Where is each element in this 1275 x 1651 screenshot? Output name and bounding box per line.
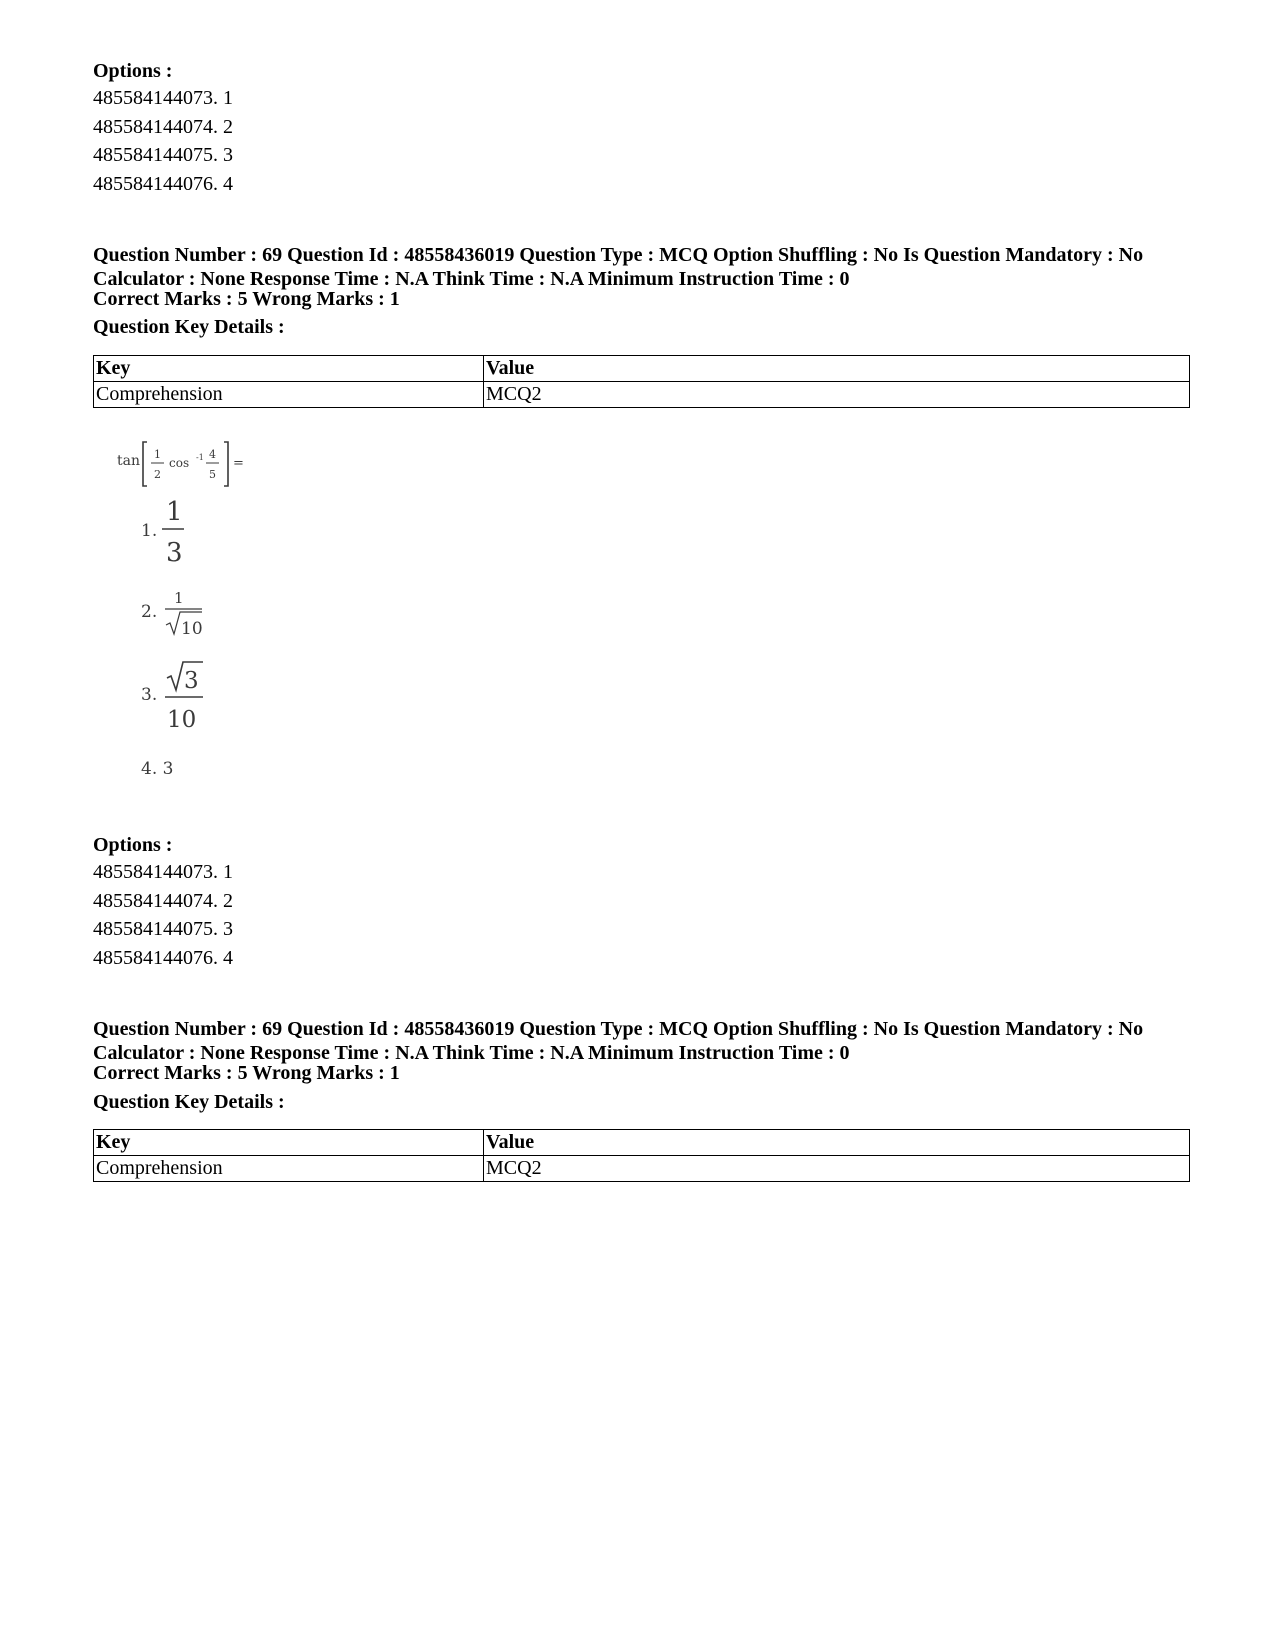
svg-text:3.: 3. bbox=[141, 685, 158, 705]
svg-text:1.: 1. bbox=[141, 521, 158, 541]
key-details-table bbox=[93, 1129, 1190, 1182]
math-stem bbox=[117, 442, 244, 486]
math-choice-3 bbox=[141, 662, 203, 733]
svg-text:4: 4 bbox=[209, 448, 216, 461]
svg-text:1: 1 bbox=[174, 589, 184, 607]
table-row bbox=[94, 382, 1190, 408]
svg-text:2.: 2. bbox=[141, 602, 158, 622]
svg-text:2: 2 bbox=[154, 468, 161, 481]
options-list bbox=[93, 858, 233, 973]
marks-line: Correct Marks : 5 Wrong Marks : 1 bbox=[93, 288, 400, 310]
question-math-image bbox=[110, 440, 330, 805]
svg-text:10: 10 bbox=[167, 707, 197, 733]
table-row bbox=[94, 1156, 1190, 1182]
marks-line: Correct Marks : 5 Wrong Marks : 1 bbox=[93, 1062, 400, 1084]
math-choice-4 bbox=[141, 759, 173, 779]
table-cell-key: Comprehension bbox=[94, 382, 484, 408]
question-header: Question Number : 69 Question Id : 48558436019 Question Type : MCQ Option Shuffling : No Is Question Mandatory : No Calculator : None Response Time : N.A Think Time : N.A Minimum Instruction Time : 0 bbox=[93, 244, 1144, 290]
table-header-value: Value bbox=[484, 1130, 1190, 1156]
option-item: 485584144076. 4 bbox=[93, 947, 233, 970]
option-item: 485584144075. 3 bbox=[93, 918, 233, 941]
question-header: Question Number : 69 Question Id : 48558436019 Question Type : MCQ Option Shuffling : No Is Question Mandatory : No Calculator : None Response Time : N.A Think Time : N.A Minimum Instruction Time : 0 bbox=[93, 1018, 1144, 1064]
svg-text:1: 1 bbox=[166, 497, 183, 527]
svg-text:3: 3 bbox=[166, 538, 183, 568]
svg-text:5: 5 bbox=[209, 468, 216, 481]
table-header-key: Key bbox=[94, 1130, 484, 1156]
option-item: 485584144075. 3 bbox=[93, 144, 233, 167]
svg-text:1: 1 bbox=[154, 448, 161, 461]
math-choice-2 bbox=[141, 589, 203, 639]
table-cell-value: MCQ2 bbox=[484, 1156, 1190, 1182]
svg-text:=: = bbox=[233, 456, 244, 471]
svg-text:4. 3: 4. 3 bbox=[141, 759, 174, 779]
option-item: 485584144073. 1 bbox=[93, 861, 233, 883]
table-header-row bbox=[94, 356, 1190, 382]
svg-text:cos: cos bbox=[169, 456, 190, 470]
svg-text:tan: tan bbox=[117, 453, 140, 469]
math-choice-1 bbox=[141, 497, 184, 568]
options-label: Options : bbox=[93, 834, 173, 856]
svg-text:-1: -1 bbox=[196, 453, 204, 462]
key-details-table bbox=[93, 355, 1190, 408]
option-item: 485584144073. 1 bbox=[93, 87, 233, 109]
key-details-label: Question Key Details : bbox=[93, 316, 285, 338]
options-list bbox=[93, 84, 233, 199]
table-cell-value: MCQ2 bbox=[484, 382, 1190, 408]
option-item: 485584144076. 4 bbox=[93, 173, 233, 196]
table-header-value: Value bbox=[484, 356, 1190, 382]
option-item: 485584144074. 2 bbox=[93, 115, 233, 138]
options-label: Options : bbox=[93, 60, 173, 82]
table-cell-key: Comprehension bbox=[94, 1156, 484, 1182]
key-details-label: Question Key Details : bbox=[93, 1091, 285, 1113]
table-header-key: Key bbox=[94, 356, 484, 382]
svg-text:3: 3 bbox=[184, 668, 199, 694]
option-item: 485584144074. 2 bbox=[93, 889, 233, 912]
table-header-row bbox=[94, 1130, 1190, 1156]
svg-text:10: 10 bbox=[181, 619, 203, 639]
